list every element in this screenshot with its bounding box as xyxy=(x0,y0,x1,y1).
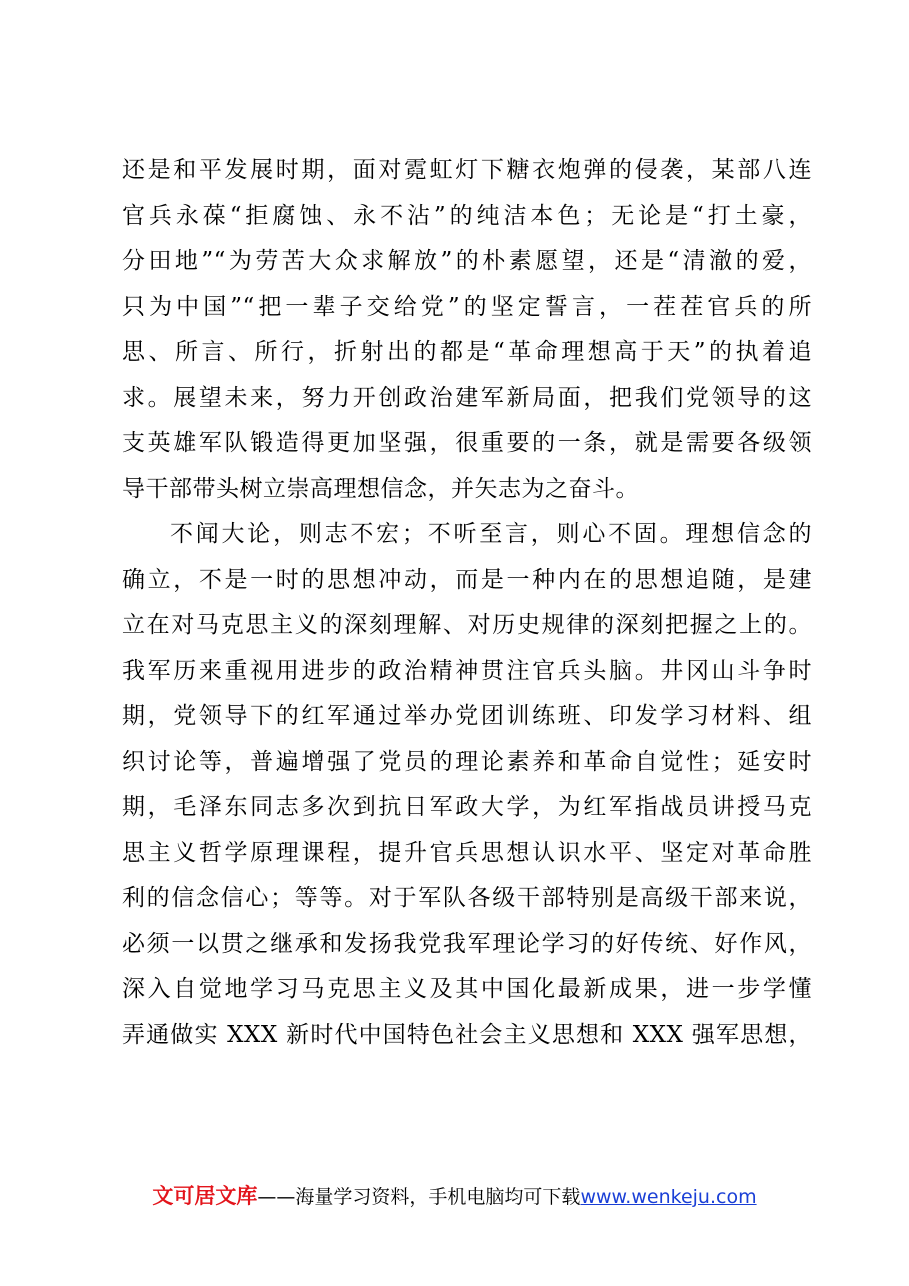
text-line: 分田地”“为劳苦大众求解放”的朴素愿望，还是“清澈的爱， xyxy=(122,248,812,274)
text-line: 期，党领导下的红军通过举办党团训练班、印发学习材料、组 xyxy=(122,703,812,729)
text-line: 我军历来重视用进步的政治精神贯注官兵头脑。井冈山斗争时 xyxy=(122,657,812,684)
footer-banner xyxy=(0,1183,909,1210)
document-body xyxy=(122,148,812,1058)
text-line: 还是和平发展时期，面对霓虹灯下糖衣炮弹的侵袭，某部八连 xyxy=(122,157,812,183)
footer-tagline: ——海量学习资料，手机电脑均可下载 xyxy=(257,1186,581,1208)
text-line: 织讨论等，普遍增强了党员的理论素养和革命自觉性；延安时 xyxy=(122,748,812,775)
paragraph xyxy=(122,512,812,1058)
brand-name: 文可居文库 xyxy=(152,1184,258,1208)
paragraph xyxy=(122,148,812,512)
text-line: 不闻大论，则志不宏；不听至言，则心不固。理想信念的 xyxy=(170,521,812,547)
text-line: 深入自觉地学习马克思主义及其中国化最新成果，进一步学懂 xyxy=(122,976,812,1002)
text-line: 弄通做实 XXX 新时代中国特色社会主义思想和 XXX 强军思想， xyxy=(122,1021,812,1048)
text-line: 官兵永葆“拒腐蚀、永不沾”的纯洁本色；无论是“打土豪， xyxy=(122,202,812,229)
text-line: 导干部带头树立崇高理想信念，并矢志为之奋斗。 xyxy=(122,475,639,502)
text-line: 期，毛泽东同志多次到抗日军政大学，为红军指战员讲授马克 xyxy=(122,794,812,820)
text-line: 确立，不是一时的思想冲动，而是一种内在的思想追随，是建 xyxy=(122,566,812,593)
website-link[interactable]: www.wenkeju.com xyxy=(580,1186,757,1208)
text-line: 思主义哲学原理课程，提升官兵思想认识水平、坚定对革命胜 xyxy=(122,839,812,866)
text-line: 思、所言、所行，折射出的都是“革命理想高于天”的执着追 xyxy=(122,339,812,365)
text-line: 支英雄军队锻造得更加坚强，很重要的一条，就是需要各级领 xyxy=(122,430,812,456)
text-line: 必须一以贯之继承和发扬我党我军理论学习的好传统、好作风， xyxy=(122,930,812,957)
text-line: 立在对马克思主义的深刻理解、对历史规律的深刻把握之上的。 xyxy=(122,612,812,638)
text-line: 求。展望未来，努力开创政治建军新局面，把我们党领导的这 xyxy=(122,384,812,411)
text-line: 只为中国”“把一辈子交给党”的坚定誓言，一茬茬官兵的所 xyxy=(122,293,812,320)
text-line: 利的信念信心；等等。对于军队各级干部特别是高级干部来说， xyxy=(122,885,812,911)
